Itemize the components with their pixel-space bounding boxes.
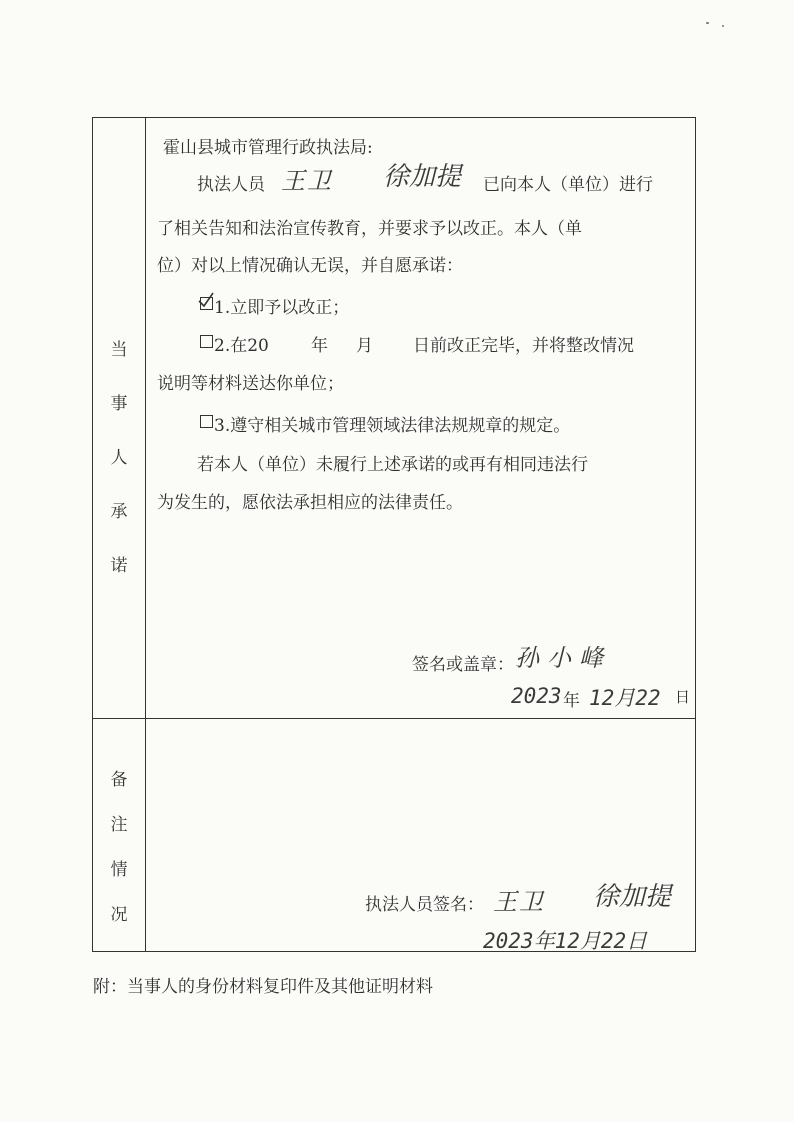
- check-mark-icon: [197, 292, 215, 308]
- remarks-date: 2023年12月22日: [483, 929, 648, 953]
- party-signature: 孙小峰: [515, 644, 611, 672]
- remarks-officer-signature-1: 王卫: [493, 888, 545, 916]
- option3-checkbox[interactable]: [200, 415, 213, 428]
- attachment-footnote: 附：当事人的身份材料复印件及其他证明材料: [93, 977, 433, 997]
- commitment-form: [92, 117, 696, 952]
- option2-rest: 日前改正完毕，并将整改情况: [413, 336, 634, 356]
- sign-date-year-char: 年: [563, 691, 580, 711]
- clause-line-2: 为发生的，愿依法承担相应的法律责任。: [157, 493, 463, 513]
- sign-label: 签名或盖章：: [412, 655, 514, 675]
- officer-signature-2: 徐加提: [383, 162, 462, 192]
- column-divider: [145, 118, 146, 951]
- option3-text: 3.遵守相关城市管理领域法律法规规章的规定。: [214, 416, 571, 436]
- officers-suffix: 已向本人（单位）进行: [483, 175, 653, 195]
- text-line-2: 了相关告知和法治宣传教育，并要求予以改正。本人（单: [157, 219, 582, 239]
- option2-month: 月: [356, 336, 373, 356]
- text-line-3: 位）对以上情况确认无误，并自愿承诺：: [157, 256, 463, 276]
- clause-line-1: 若本人（单位）未履行上述承诺的或再有相同违法行: [197, 455, 588, 475]
- option1-text: 1.立即予以改正；: [214, 298, 350, 318]
- remarks-officer-signature-2: 徐加提: [593, 882, 672, 912]
- sign-date-day-char: 日: [675, 688, 691, 706]
- scan-speck: [722, 25, 724, 27]
- option2-checkbox[interactable]: [200, 335, 213, 348]
- option2-text-b: 说明等材料送达你单位；: [157, 374, 344, 394]
- section-label-commitment: 当 事 人 承 诺: [110, 340, 128, 576]
- option2-year: 年: [311, 336, 328, 356]
- sign-date-month-day: 12月22: [589, 686, 661, 710]
- officers-prefix: 执法人员: [197, 175, 265, 195]
- officer-signature-1: 王卫: [281, 167, 333, 195]
- row-divider: [93, 718, 695, 719]
- option2-text-a: 2.在20: [214, 336, 269, 356]
- sign-date-year: 2023: [511, 684, 562, 708]
- addressee: 霍山县城市管理行政执法局:: [163, 138, 373, 158]
- section-label-remarks: 备 注 情 况: [110, 770, 128, 925]
- officer-sign-label: 执法人员签名：: [365, 895, 484, 915]
- scan-speck: [706, 22, 709, 24]
